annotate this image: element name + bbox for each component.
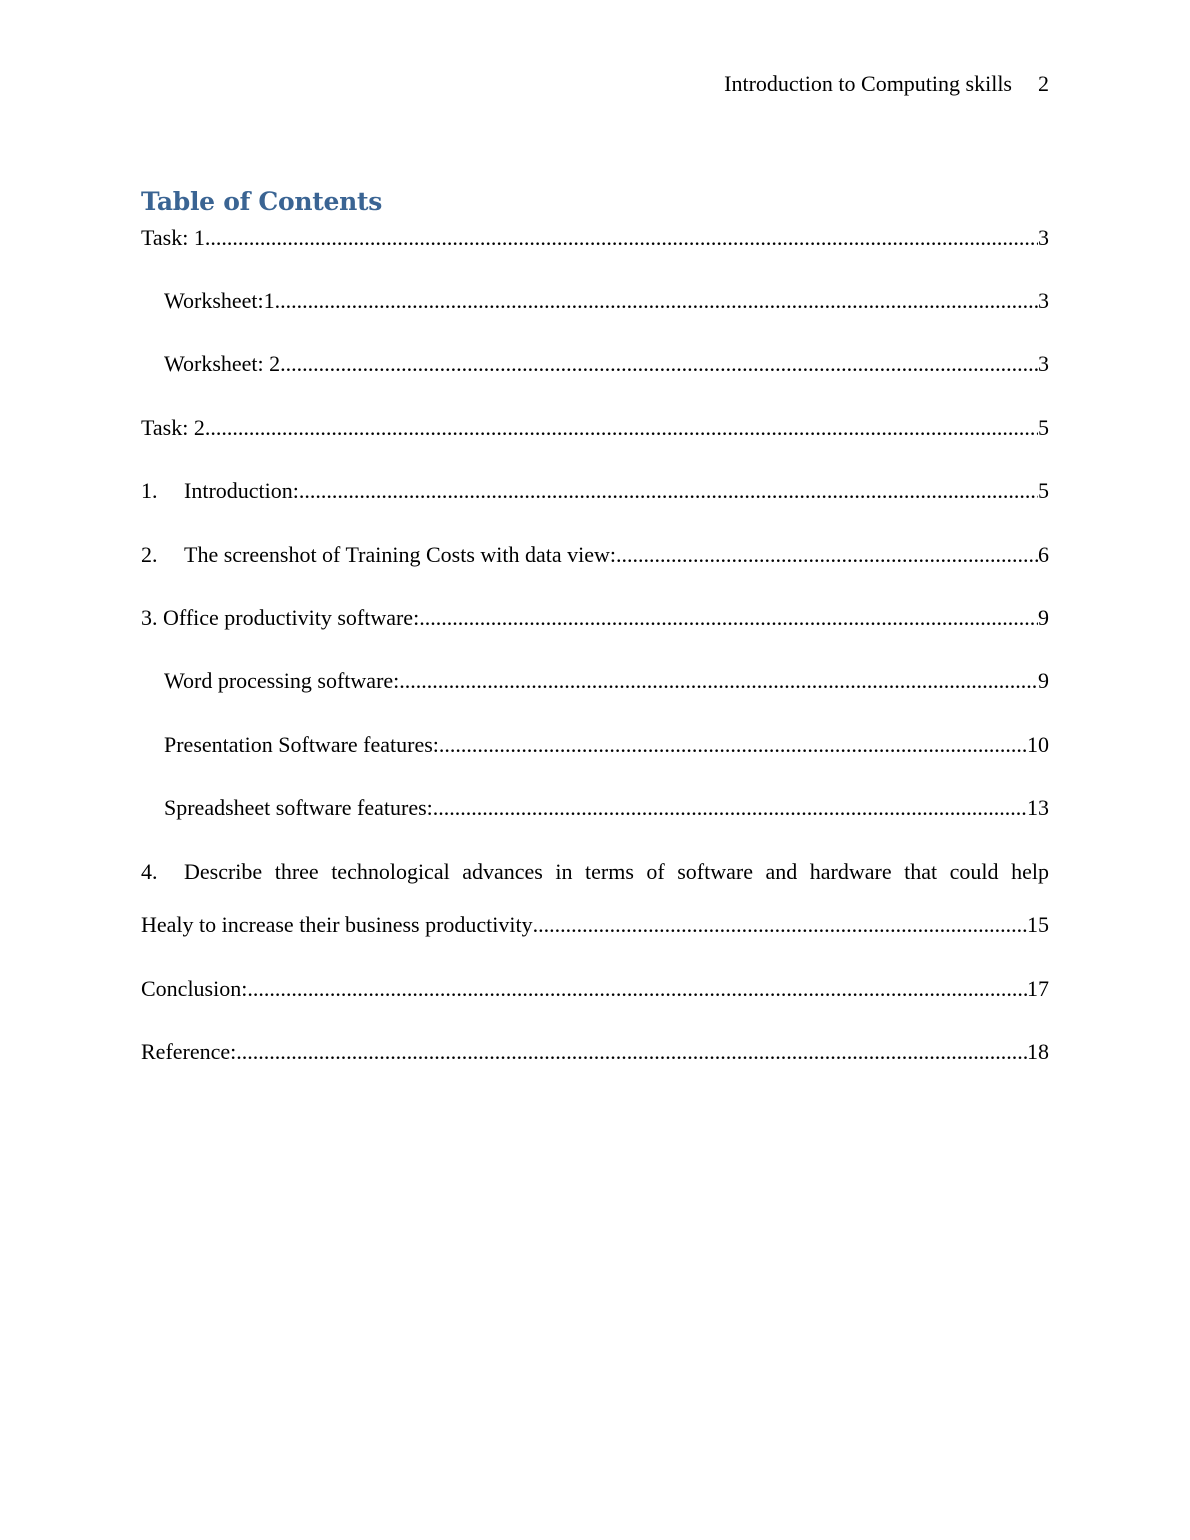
toc-entry-label: Reference: (141, 1039, 237, 1064)
toc-entry-label: Word processing software: (164, 668, 400, 693)
dot-leader (533, 911, 1027, 939)
toc-entry-worksheet-2[interactable] (164, 350, 1049, 378)
toc-entry-label: Presentation Software features: (164, 732, 439, 757)
toc-entry-page: 3 (1038, 351, 1049, 376)
running-title: Introduction to Computing skills (724, 71, 1012, 96)
toc-entry-reference[interactable] (141, 1038, 1049, 1066)
dot-leader (399, 667, 1038, 695)
dot-leader (299, 477, 1038, 505)
toc-entry-label: Conclusion: (141, 976, 248, 1001)
toc-entry-page: 3 (1038, 225, 1049, 250)
toc-entry-label: The screenshot of Training Costs with data view: (184, 542, 617, 567)
toc-word: terms (585, 859, 634, 884)
toc-word: and (765, 859, 798, 884)
toc-word: software (677, 859, 753, 884)
toc-entry-conclusion[interactable] (141, 975, 1049, 1003)
toc-word: Describe (184, 859, 263, 884)
toc-word: advances (462, 859, 543, 884)
toc-word: three (274, 859, 319, 884)
toc-entry-number: 1. (141, 478, 158, 503)
toc-entry-page: 5 (1038, 478, 1049, 503)
toc-entry-label: Introduction: (184, 478, 299, 503)
toc-word: help (1011, 859, 1049, 884)
toc-entry-label: 3. Office productivity software: (141, 605, 420, 630)
toc-entry-label-line-2: Healy to increase their business productivity (141, 912, 533, 937)
dot-leader (616, 541, 1038, 569)
toc-entry-office-productivity[interactable] (141, 604, 1049, 632)
dot-leader (205, 224, 1038, 252)
toc-entry-label: Spreadsheet software features: (164, 795, 433, 820)
toc-entry-page: 15 (1027, 912, 1049, 937)
toc-entry-page: 3 (1038, 288, 1049, 313)
toc-title: Table of Contents (141, 187, 383, 216)
toc-entry-page: 13 (1027, 795, 1049, 820)
toc-entry-training-costs[interactable] (141, 541, 1049, 569)
toc-entry-page: 17 (1027, 976, 1049, 1001)
dot-leader (205, 414, 1038, 442)
toc-entry-number: 4. (141, 859, 158, 884)
toc-entry-page: 9 (1038, 668, 1049, 693)
toc-entry-label: Worksheet: 2 (164, 351, 281, 376)
dot-leader (280, 350, 1038, 378)
toc-entry-worksheet-1[interactable] (164, 287, 1049, 315)
toc-entry-label: Task: 2 (141, 415, 205, 440)
dot-leader (419, 604, 1038, 632)
page-number: 2 (1038, 71, 1049, 96)
toc-entry-page: 6 (1038, 542, 1049, 567)
toc-entry-task-1[interactable] (141, 224, 1049, 252)
running-header (724, 70, 1049, 98)
toc-entry-page: 18 (1027, 1039, 1049, 1064)
dot-leader (439, 731, 1027, 759)
toc-entry-technological-advances-line-1[interactable] (141, 858, 1049, 886)
toc-entry-page: 9 (1038, 605, 1049, 630)
toc-entry-task-2[interactable] (141, 414, 1049, 442)
toc-word: hardware (809, 859, 892, 884)
toc-word: that (904, 859, 938, 884)
toc-entry-label: Worksheet:1 (164, 288, 275, 313)
toc-word: could (949, 859, 999, 884)
toc-word: in (555, 859, 573, 884)
toc-entry-label-line-1 (184, 858, 1049, 886)
toc-word: of (646, 859, 665, 884)
toc-entry-technological-advances-line-2[interactable] (141, 911, 1049, 939)
toc-entry-label: Task: 1 (141, 225, 205, 250)
toc-entry-number: 2. (141, 542, 158, 567)
toc-entry-page: 5 (1038, 415, 1049, 440)
toc-entry-page: 10 (1027, 732, 1049, 757)
toc-entry-introduction[interactable] (141, 477, 1049, 505)
dot-leader (433, 794, 1027, 822)
toc-entry-presentation-software[interactable] (164, 731, 1049, 759)
toc-entry-word-processing[interactable] (164, 667, 1049, 695)
dot-leader (275, 287, 1038, 315)
toc-entry-spreadsheet-software[interactable] (164, 794, 1049, 822)
toc-word: technological (331, 859, 450, 884)
dot-leader (236, 1038, 1027, 1066)
dot-leader (247, 975, 1027, 1003)
